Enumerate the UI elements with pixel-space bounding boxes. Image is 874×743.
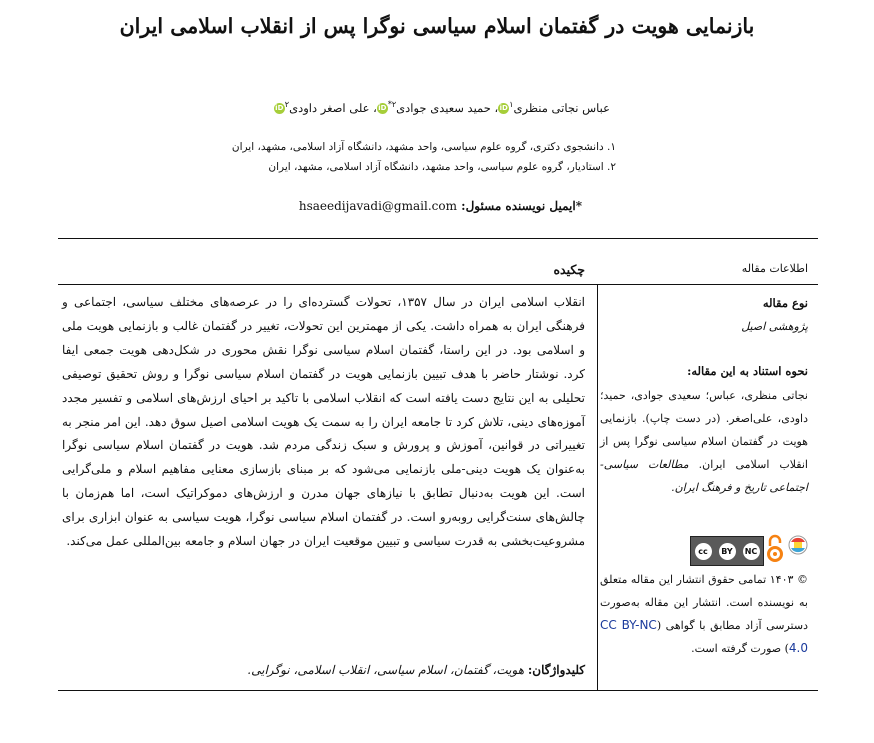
article-type-heading: نوع مقاله	[762, 296, 808, 310]
abstract-heading: چکیده	[553, 262, 585, 277]
author-name: حمید سعیدی جوادی	[396, 100, 491, 115]
author-affiliation-mark: ۲*	[387, 100, 397, 109]
crossmark-icon[interactable]	[788, 534, 808, 564]
copyright-end: ) صورت گرفته است.	[691, 642, 789, 655]
author-line	[60, 100, 610, 115]
by-icon: BY	[719, 543, 736, 560]
keywords	[62, 663, 585, 677]
author-name: علی اصغر داودی	[289, 100, 370, 115]
article-info-heading: اطلاعات مقاله	[741, 262, 808, 275]
affiliation-1: ۱. دانشجوی دکتری، گروه علوم سیاسی، واحد مشهد، دانشگاه آزاد اسلامی، مشهد، ایران	[231, 141, 616, 153]
cc-license-badge[interactable]	[690, 536, 764, 566]
email-address[interactable]: hsaeedijavadi@gmail.com	[298, 199, 457, 213]
paper-title: بازنمایی هویت در گفتمان اسلام سیاسی نوگرا پس از انقلاب اسلامی ایران	[119, 14, 755, 38]
keywords-values: هویت، گفتمان، اسلام سیاسی، انقلاب اسلامی، نوگرایی.	[247, 663, 528, 677]
email-label: *ایمیل نویسنده مسئول:	[456, 199, 582, 213]
orcid-icon[interactable]: iD	[275, 104, 284, 113]
license-badges	[690, 534, 808, 568]
citation-body: نجاتی منظری، عباس؛ سعیدی جوادی، حمید؛ داودی، علی‌اصغر. (در دست چاپ). بازنمایی هویت در گفتمان اسلام سیاسی نوگرا پس از انقلاب اسلامی ایران.	[600, 389, 808, 471]
orcid-icon[interactable]: iD	[499, 104, 508, 113]
corresponding-email	[60, 199, 582, 213]
citation-heading: نحوه استناد به این مقاله:	[687, 364, 808, 378]
cc-icon: cc	[695, 543, 712, 560]
orcid-icon[interactable]: iD	[378, 104, 387, 113]
citation-journal: مطالعات سیاسی-اجتماعی تاریخ و فرهنگ ایران.	[600, 458, 808, 494]
bottom-rule	[58, 690, 818, 691]
open-access-icon	[766, 534, 784, 564]
license-link[interactable]: CC BY-NC 4.0	[600, 618, 808, 655]
nc-icon: NC	[743, 543, 760, 560]
keywords-label: کلیدواژگان:	[527, 663, 585, 677]
author-affiliation-mark: ۲	[284, 100, 290, 109]
top-rule	[58, 238, 818, 239]
author-separator: ،	[369, 100, 377, 115]
copyright-notice	[600, 568, 808, 660]
citation-text	[600, 384, 808, 499]
header-rule	[58, 284, 818, 285]
author-name: عباس نجاتی منظری	[513, 100, 610, 115]
article-type-value: پژوهشی اصیل	[741, 320, 808, 333]
affiliation-2: ۲. استادیار، گروه علوم سیاسی، واحد مشهد، دانشگاه آزاد اسلامی، مشهد، ایران	[268, 161, 616, 173]
abstract-text: انقلاب اسلامی ایران در سال ۱۳۵۷، تحولات گسترده‌ای را در عرصه‌های مختلف سیاسی، اجتماعی و فرهنگی ایران به همراه داشت. یکی از مهمترین این تحولات، تغییر در گفتمان غالب و بازنمایی هویت ملی و اسلامی بود. در این راستا، گفتمان اسلام سیاسی نوگرا نقش محوری در شکل‌دهی هویت جمعی ایفا کرد. نوشتار حاضر با هدف تبیین بازنمایی هویت در گفتمان اسلام سیاسی نوگرا و روش تحقیق توصیفی تحلیلی به این نتایج دست یافته است که انقلاب اسلامی با تاکید بر احیای ارزش‌های اسلامی و تفسیر مجدد آموزه‌های دینی، تلاش کرد تا جامعه ایران را به سمت یک هویت اسلامی اصیل سوق دهد. این امر منجر به تغییراتی در قوانین، آموزش و پرورش و سبک زندگی مردم شد. هویت در گفتمان اسلام سیاسی نوگرا به‌عنوان یک هویت دینی-ملی بازنمایی می‌شود که بر مبنای بازسازی معنایی مفاهیم اسلام و ملی‌گرایی است. این هویت به‌دنبال تطابق با نیازهای جهان مدرن و ارزش‌های دموکراتیک است، اما هم‌زمان با چالش‌های سنت‌گرایی روبه‌رو است. در گفتمان اسلام سیاسی نوگرا، هویت سیاسی به عنوان ابزاری برای مشروعیت‌بخشی به قدرت سیاسی و تبیین موقعیت ایران در جهان اسلام و جامعه بین‌المللی عمل می‌کند.	[62, 295, 586, 549]
author-separator: ،	[490, 100, 499, 115]
copyright-text: © ۱۴۰۳ تمامی حقوق انتشار این مقاله متعلق به نویسنده است. انتشار این مقاله به‌صورت دسترسی آزاد مطابق با گواهی (	[600, 573, 808, 632]
column-divider	[597, 285, 598, 690]
author-affiliation-mark: ۱	[509, 100, 514, 109]
